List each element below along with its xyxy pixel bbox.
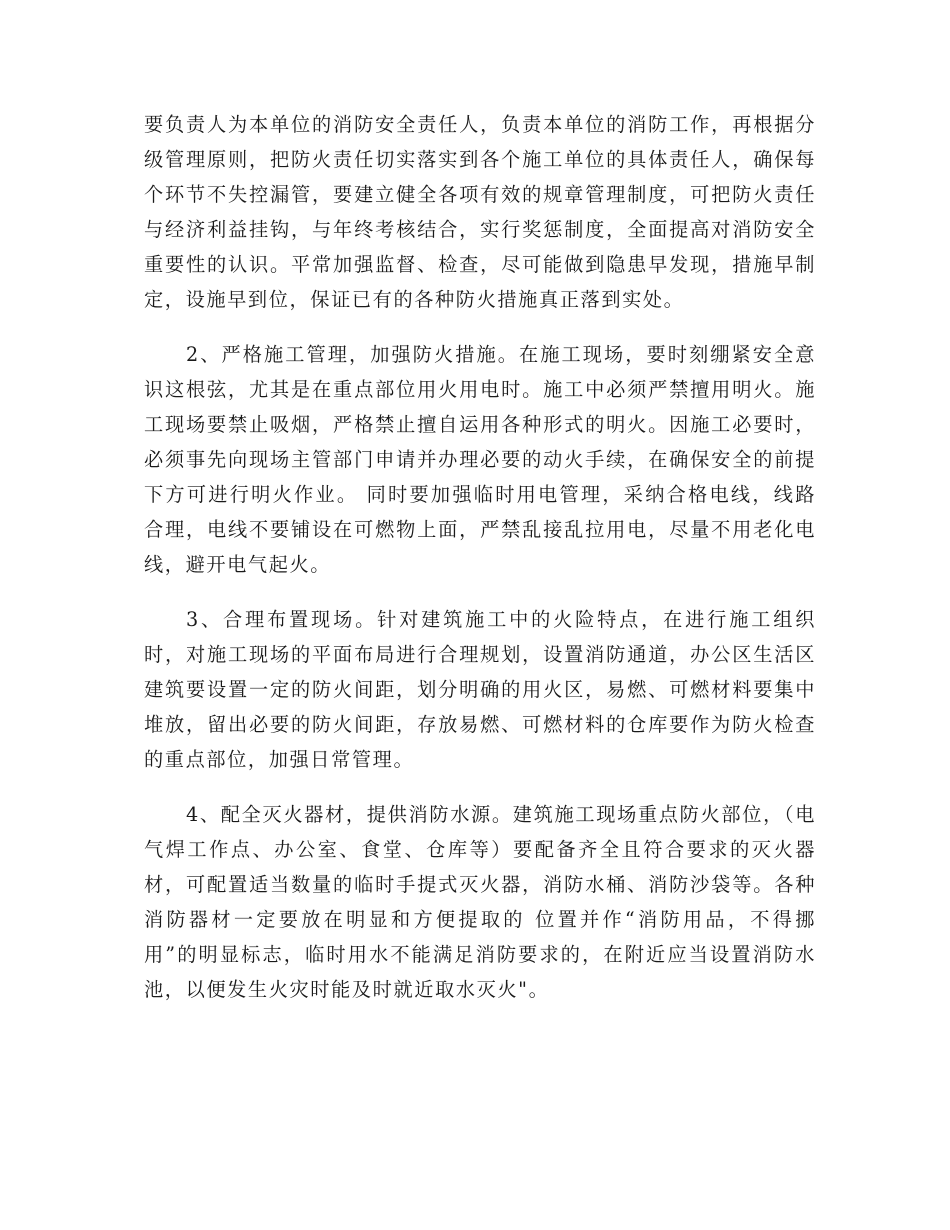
document-body [144,107,816,1027]
paragraph-3: 3、合理布置现场。针对建筑施工中的火险特点，在进行施工组织时，对施工现场的平面布局进行合理规划，设置消防通道，办公区生活区建筑要设置一定的防火间距，划分明确的用火区，易燃、可燃材料要集中堆放，留出必要的防火间距，存放易燃、可燃材料的仓库要作为防火检查的重点部位，加强日常管理。 [144,608,816,771]
paragraph-1: 要负责人为本单位的消防安全责任人，负责本单位的消防工作，再根据分级管理原则，把防火责任切实落实到各个施工单位的具体责任人，确保每个环节不失控漏管，要建立健全各项有效的规章管理制度，可把防火责任与经济利益挂钩，与年终考核结合，实行奖惩制度，全面提高对消防安全重要性的认识。平常加强监督、检查，尽可能做到隐患早发现，措施早制定，设施早到位，保证已有的各种防火措施真正落到实处。 [144,113,816,311]
paragraph-2: 2、严格施工管理，加强防火措施。在施工现场，要时刻绷紧安全意识这根弦，尤其是在重点部位用火用电时。施工中必须严禁擅用明火。施工现场要禁止吸烟，严格禁止擅自运用各种形式的明火。因施工必要时，必须事先向现场主管部门申请并办理必要的动火手续，在确保安全的前提下方可进行明火作业。 同时要加强临时用电管理，采纳合格电线，线路合理，电线不要铺设在可燃物上面，严禁乱接乱拉用电，尽量不用老化电线，避开电气起火。 [144,343,816,576]
paragraph-4: 4、配全灭火器材，提供消防水源。建筑施工现场重点防火部位，（电气焊工作点、办公室、食堂、仓库等）要配备齐全且符合要求的灭火器材，可配置适当数量的临时手提式灭火器，消防水桶、消防沙袋等。各种消防器材一定要放在明显和方便提取的 位置并作“消防用品，不得挪用”的明显标志，临时用水不能满足消防要求的，在附近应当设置消防水池，以便发生火灾时能及时就近取水灭火"。 [144,803,816,1001]
